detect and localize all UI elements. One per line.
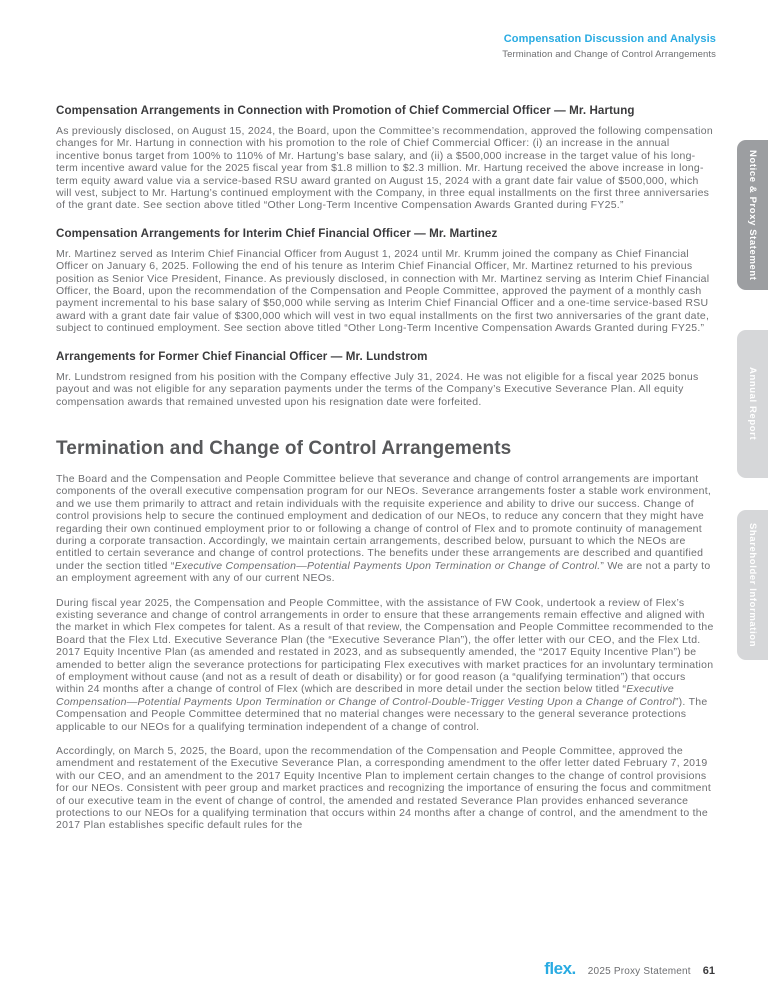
page-number: 61 [702, 965, 715, 977]
body-paragraph [56, 473, 716, 585]
section-heading: Compensation Arrangements for Interim Chief Financial Officer — Mr. Martinez [56, 226, 498, 240]
tab-label: Notice & Proxy Statement [747, 149, 758, 281]
tab-label: Shareholder Information [747, 522, 758, 648]
text-run: During fiscal year 2025, the Compensation and People Committee, with the assistance of FW Cook, undertook a review of Flex’s existing severance and change of control arrangements in order to ensure that these arrangements remain effective and aligned with the market in which Flex competes for talent. As a result of that review, the Compensation and People Committee recommended to the Board that the Flex Ltd. Executive Severance Plan (the “Executive Severance Plan”), the offer letter with our CEO, and the Flex Ltd. 2017 Equity Incentive Plan (as amended and restated in 2023, and as subsequently amended, the “2017 Equity Incentive Plan”) be amended to better align the severance protections for participating Flex executives with market practices for an involuntary termination of employment without cause (and not as a result of death or disability) or for good reason (a “qualifying termination”) that occurs within 24 months after a change of control of Flex (which are described in more detail under the section below titled “ [56, 596, 714, 696]
italic-text-run: Executive Compensation—Potential Payments Upon Termination or Change of Control-Double-Trigger Vesting Upon a Change of Control [56, 683, 675, 708]
footer-document-label: 2025 Proxy Statement [587, 966, 691, 977]
body-paragraph [56, 597, 716, 733]
text-run: Mr. Martinez served as Interim Chief Financial Officer from August 1, 2024 until Mr. Krumm joined the company as Chief Financial Officer on January 6, 2025. Following the end of his tenure as Interim Chief Financial Officer, Mr. Martinez returned to his previous position as Senior Vice President, Finance. As previously disclosed, in connection with Mr. Martinez serving as Interim Chief Financial Officer, the Board, upon the recommendation of the Compensation and People Committee, approved the payment of a monthly cash payment incremental to his base salary of $50,000 while serving as Interim Chief Financial Officer and a one-time service-based RSU award with a grant date fair value of $300,000 which will vest in two equal installments on the first two anniversaries of the grant date, subject to continued employment. See section above titled “Other Long-Term Incentive Compensation Awards Granted during FY25.” [56, 247, 710, 335]
body-paragraph [56, 248, 716, 335]
section-heading: Compensation Arrangements in Connection with Promotion of Chief Commercial Officer — Mr. Hartung [56, 104, 635, 117]
body-paragraph [56, 371, 716, 408]
text-run: Accordingly, on March 5, 2025, the Board, upon the recommendation of the Compensation and People Committee, approved the amendment and restatement of the Executive Severance Plan, a corresponding amendment to the offer letter dated February 7, 2019 with our CEO, and an amendment to the 2017 Equity Incentive Plan to implement certain changes to the change of control provisions for our NEOs. Consistent with peer group and market practices and recognizing the importance of ensuring the focus and commitment of our executive team in the event of change of control, the amended and restated Severance Plan provides enhanced severance protections to our NEOs for a qualifying termination that occurs within 24 months after a change of control, and the amendment to the 2017 Plan establishes specific default rules for the [56, 745, 711, 832]
text-run: As previously disclosed, on August 15, 2024, the Board, upon the Committee’s recommendation, approved the following compensation changes for Mr. Hartung in connection with his promotion to the role of Chief Commercial Officer: (i) an increase in the annual incentive bonus target from 100% to 110% of Mr. Hartung’s base salary, and (ii) a $500,000 increase in the target value of his long-term incentive award value for the 2025 fiscal year from $1.8 million to $2.3 million. Mr. Hartung received the above increase in long-term equity award value via a service-based RSU award granted on August 15, 2024 with a grant date fair value of $500,000, which will vest, subject to Mr. Hartung’s continued employment with the Company, in three equal installments on the first three anniversaries of the grant date. See section above titled “Other Long-Term Incentive Compensation Awards Granted during FY25.” [56, 125, 713, 212]
italic-text-run: Executive Compensation—Potential Payments Upon Termination or Change of Control. [174, 559, 601, 572]
text-run: ” We are not a party to an employment agreement with any of our current NEOs. [56, 559, 711, 585]
header-subsection-title: Termination and Change of Control Arrangements [502, 49, 716, 60]
text-run: The Board and the Compensation and People Committee believe that severance and change of control arrangements are important components of the overall executive compensation program for our NEOs. Severance arrangements foster a stable work environment, and we use them primarily to attract and retain individuals with the requisite experience and ability to drive our success. Change of control provisions help to secure the continued employment and dedication of our NEOs, to reduce any concern that they might have regarding their own continued employment prior to or following a change of control of Flex and to promote continuity of management during a corporate transaction. Accordingly, we maintain certain arrangements, described below, pursuant to which the NEOs are entitled to certain severance and change of control protections. The benefits under these arrangements are described and quantified under the section titled “ [56, 472, 712, 572]
header-section-title: Compensation Discussion and Analysis [503, 33, 716, 45]
flex-logo: flex. [544, 959, 576, 978]
section-heading: Arrangements for Former Chief Financial Officer — Mr. Lundstrom [56, 349, 428, 363]
tab-label: Annual Report [747, 367, 758, 441]
tab-annual-report[interactable] [737, 330, 768, 478]
text-run: Mr. Lundstrom resigned from his position with the Company effective July 31, 2024. He was not eligible for a fiscal year 2025 bonus payout and was not eligible for any separation payments under the terms of the Company’s Executive Severance Plan. All equity compensation awards that remained unvested upon his resignation date were forfeited. [56, 370, 699, 408]
document-content [56, 104, 716, 844]
tab-shareholder-information[interactable] [737, 510, 768, 660]
page-main-heading: Termination and Change of Control Arrangements [56, 437, 512, 459]
page-header [502, 33, 716, 60]
body-paragraph [56, 745, 716, 832]
text-run: ”). The Compensation and People Committee determined that no material changes were necessary to the general severance protections applicable to our NEOs for a qualifying termination independent of a change of control. [56, 695, 708, 733]
page-footer [544, 959, 715, 979]
body-paragraph [56, 125, 716, 212]
tab-notice-proxy-statement[interactable] [737, 140, 768, 290]
